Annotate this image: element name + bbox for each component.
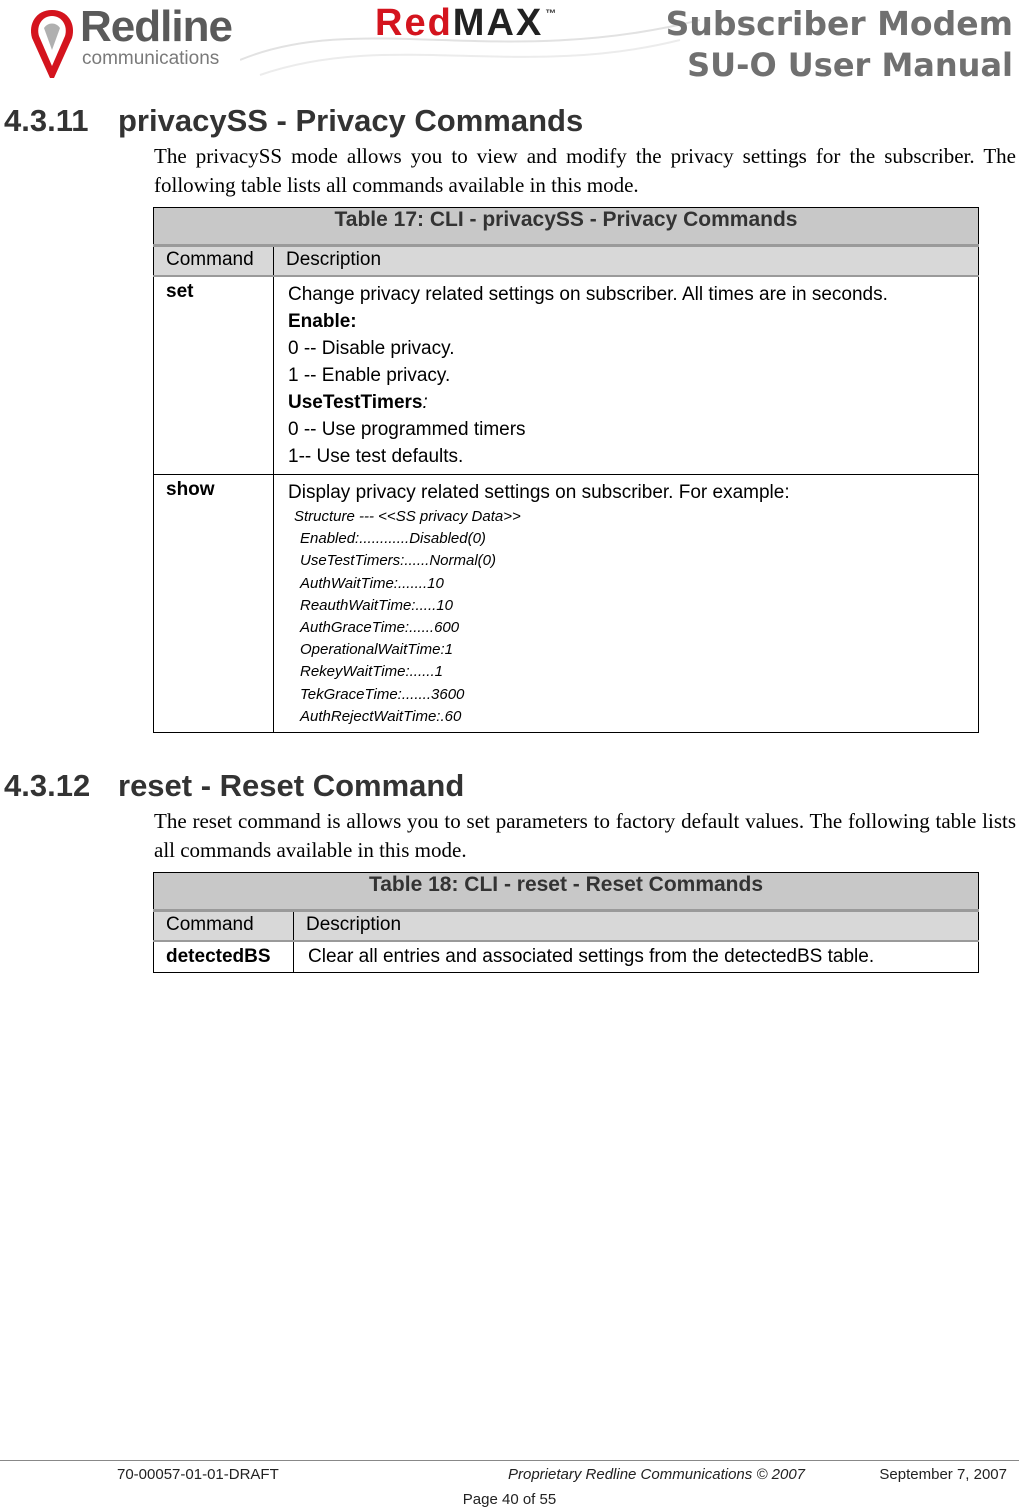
example-line: AuthGraceTime:......600 [300, 619, 460, 637]
section-heading-reset [4, 768, 464, 804]
footer-page-number: Page 40 of 55 [462, 1491, 557, 1508]
command-cell: set [154, 276, 274, 475]
logo-subtitle: communications [82, 48, 220, 69]
product-name [375, 2, 556, 45]
privacy-commands-table [153, 207, 979, 733]
description-line: Display privacy related settings on subscriber. For example: [288, 482, 790, 503]
example-line: OperationalWaitTime:1 [300, 641, 453, 659]
section-number: 4.3.11 [4, 103, 89, 138]
description-label: UseTestTimers [288, 392, 423, 413]
product-name-grey: MAX [452, 2, 544, 44]
description-line: 1-- Use test defaults. [288, 446, 464, 467]
column-header-description: Description [294, 911, 979, 942]
redline-logo [22, 2, 242, 78]
description-line: 0 -- Use programmed timers [288, 419, 526, 440]
example-line: TekGraceTime:.......3600 [300, 685, 465, 703]
table-caption: Table 18: CLI - reset - Reset Commands [154, 873, 979, 911]
example-line: Structure --- <<SS privacy Data>> [294, 508, 521, 525]
manual-title-line1: Subscriber Modem [665, 4, 1013, 43]
redline-logo-icon [22, 2, 82, 82]
column-header-description: Description [274, 246, 979, 277]
table-row [154, 475, 979, 733]
footer-date: September 7, 2007 [879, 1466, 1007, 1483]
reset-commands-table [153, 872, 979, 973]
example-line: UseTestTimers:......Normal(0) [300, 552, 497, 570]
product-name-red: Red [375, 2, 453, 44]
example-line: ReauthWaitTime:.....10 [300, 596, 453, 614]
example-line: Enabled:............Disabled(0) [300, 530, 486, 548]
table-row [154, 276, 979, 475]
description-cell [274, 276, 979, 475]
example-line: AuthWaitTime:.......10 [300, 574, 444, 592]
section-title: privacySS - Privacy Commands [118, 103, 584, 138]
description-cell [274, 475, 979, 733]
command-cell: detectedBS [154, 941, 294, 973]
description-line: 0 -- Disable privacy. [288, 338, 455, 359]
description-line: Enable: [288, 311, 357, 332]
manual-title [666, 2, 1013, 84]
description-line: Change privacy related settings on subscriber. All times are in seconds. [288, 284, 888, 305]
section-intro-paragraph: The privacySS mode allows you to view and modify the privacy settings for the subscriber. The following table lists all commands available in this mode. [154, 144, 1016, 197]
example-line: RekeyWaitTime:......1 [300, 663, 443, 681]
section-title: reset - Reset Command [118, 768, 465, 803]
footer-divider [0, 1460, 1019, 1461]
logo-name: Redline [80, 2, 232, 51]
table-caption: Table 17: CLI - privacySS - Privacy Commands [154, 208, 979, 246]
column-header-command: Command [154, 246, 274, 277]
description-line [288, 389, 964, 416]
trademark-symbol: ™ [545, 8, 557, 20]
footer-doc-id: 70-00057-01-01-DRAFT [117, 1466, 279, 1483]
description-cell: Clear all entries and associated settings from the detectedBS table. [294, 941, 979, 973]
manual-title-line2: SU-O User Manual [687, 46, 1013, 84]
column-header-command: Command [154, 911, 294, 942]
table-row [154, 941, 979, 973]
footer-copyright: Proprietary Redline Communications © 2007 [508, 1466, 806, 1483]
page-header [0, 0, 1019, 90]
description-line: 1 -- Enable privacy. [288, 365, 451, 386]
section-heading-privacyss [4, 103, 583, 139]
section-number: 4.3.12 [4, 768, 91, 803]
description-colon: : [422, 392, 428, 413]
command-cell: show [154, 475, 274, 733]
example-line: AuthRejectWaitTime:.60 [300, 707, 462, 725]
section-intro-paragraph: The reset command is allows you to set parameters to factory default values. The following table lists all commands available in this mode. [154, 809, 1016, 862]
